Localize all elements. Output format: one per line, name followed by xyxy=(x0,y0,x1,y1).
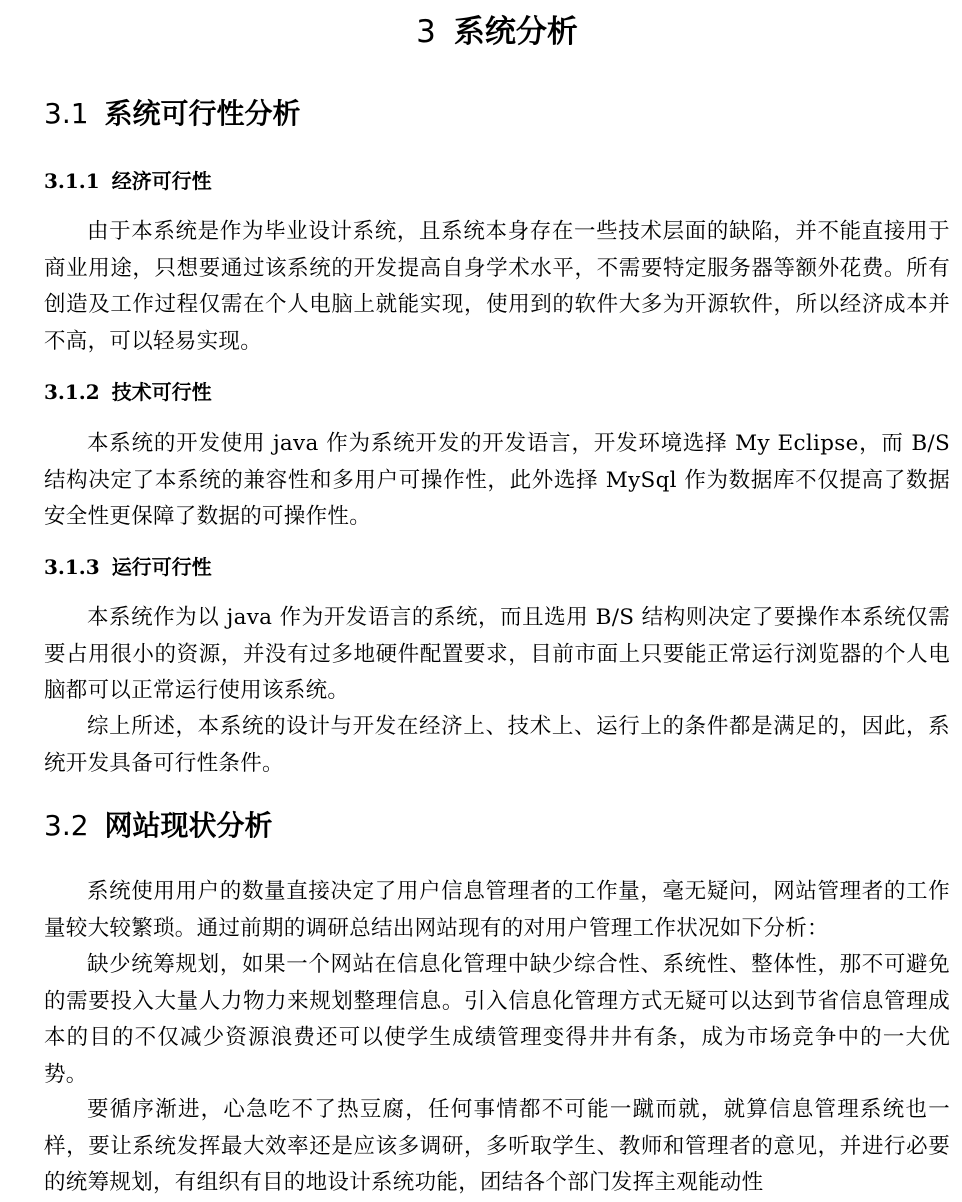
section-number: 3.2 xyxy=(44,809,89,842)
subsection-number: 3.1.3 xyxy=(44,555,100,579)
chapter-title-text: 系统分析 xyxy=(453,14,578,50)
section-title: 系统可行性分析 xyxy=(104,97,301,130)
subsection-heading-3-1-2 xyxy=(44,378,212,406)
paragraph: 缺少统筹规划，如果一个网站在信息化管理中缺少综合性、系统性、整体性，那不可避免的需要投入大量人力物力来规划整理信息。引入信息化管理方式无疑可以达到节省信息管理成本的目的不仅减少资源浪费还可以使学生成绩管理变得井井有条，成为市场竞争中的一大优势。 xyxy=(44,952,950,1087)
subsection-title: 经济可行性 xyxy=(111,169,212,193)
paragraph: 本系统的开发使用 java 作为系统开发的开发语言，开发环境选择 My Eclipse，而 B/S 结构决定了本系统的兼容性和多用户可操作性，此外选择 MySql 作为数据库不仅提高了数据安全性更保障了数据的可操作性。 xyxy=(44,431,950,529)
paragraph: 由于本系统是作为毕业设计系统，且系统本身存在一些技术层面的缺陷，并不能直接用于商业用途，只想要通过该系统的开发提高自身学术水平，不需要特定服务器等额外花费。所有创造及工作过程仅需在个人电脑上就能实现，使用到的软件大多为开源软件，所以经济成本并不高，可以轻易实现。 xyxy=(44,219,950,354)
chapter-number: 3 xyxy=(416,14,436,50)
subsection-title: 技术可行性 xyxy=(111,380,212,404)
subsection-heading-3-1-3 xyxy=(44,553,212,581)
paragraph: 系统使用用户的数量直接决定了用户信息管理者的工作量，毫无疑问，网站管理者的工作量较大较繁琐。通过前期的调研总结出网站现有的对用户管理工作状况如下分析： xyxy=(44,879,950,941)
subsection-heading-3-1-1 xyxy=(44,167,212,195)
section-number: 3.1 xyxy=(44,97,89,130)
subsection-title: 运行可行性 xyxy=(111,555,212,579)
section-heading-3-2 xyxy=(44,806,273,846)
chapter-title xyxy=(44,10,950,54)
paragraph: 要循序渐进，心急吃不了热豆腐，任何事情都不可能一蹴而就，就算信息管理系统也一样，要让系统发挥最大效率还是应该多调研，多听取学生、教师和管理者的意见，并进行必要的统筹规划，有组织有目的地设计系统功能，团结各个部门发挥主观能动性 xyxy=(44,1097,950,1195)
section-title: 网站现状分析 xyxy=(104,809,273,842)
paragraph: 综上所述，本系统的设计与开发在经济上、技术上、运行上的条件都是满足的，因此，系统开发具备可行性条件。 xyxy=(44,714,950,776)
section-heading-3-1 xyxy=(44,94,301,134)
subsection-number: 3.1.1 xyxy=(44,169,100,193)
paragraph: 本系统作为以 java 作为开发语言的系统，而且选用 B/S 结构则决定了要操作本系统仅需要占用很小的资源，并没有过多地硬件配置要求，目前市面上只要能正常运行浏览器的个人电脑都可以正常运行使用该系统。 xyxy=(44,605,950,703)
subsection-number: 3.1.2 xyxy=(44,380,100,404)
